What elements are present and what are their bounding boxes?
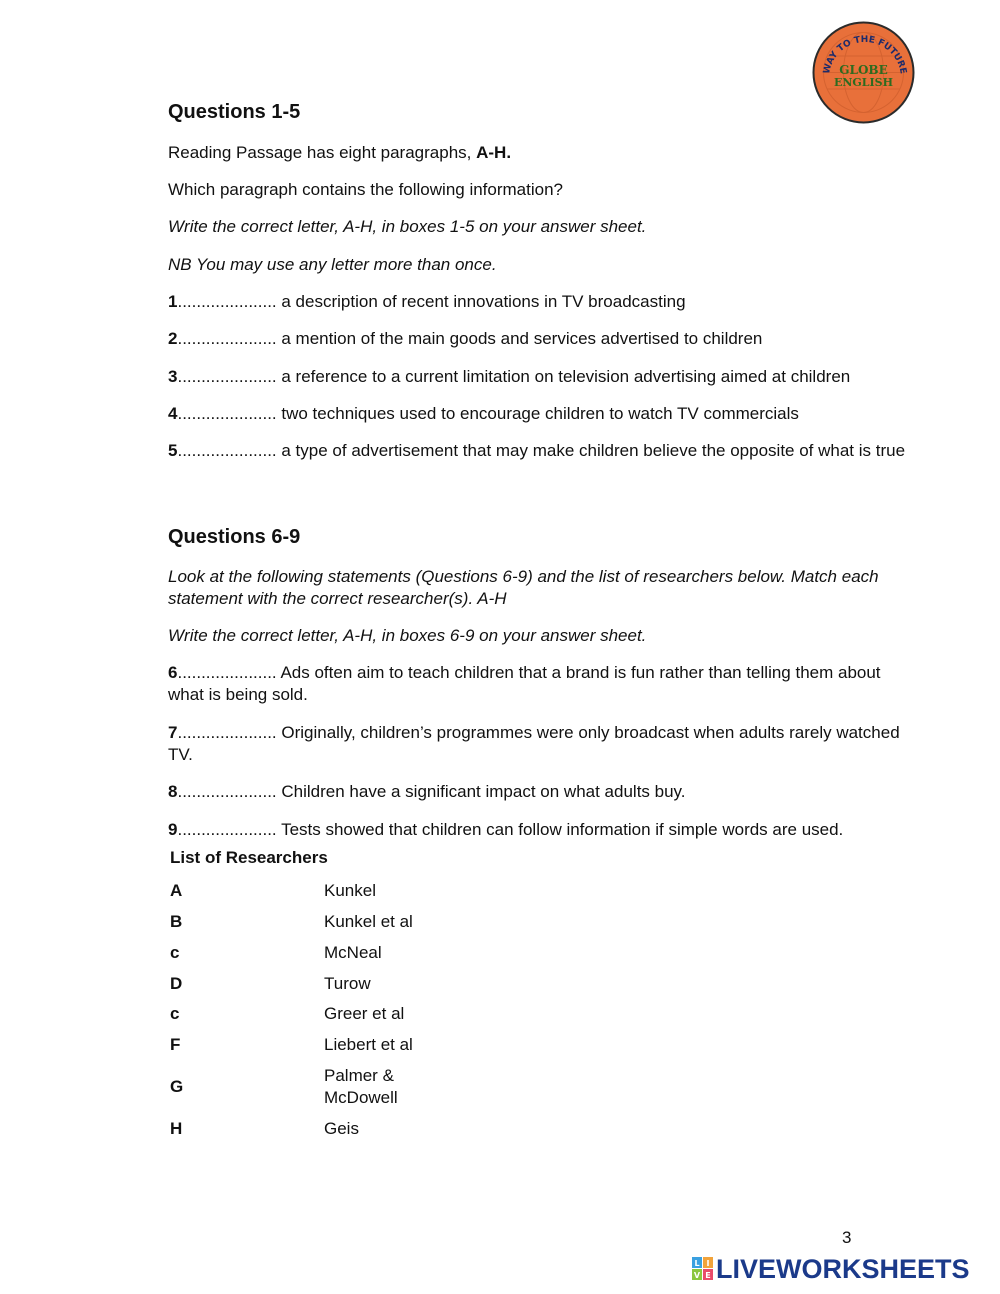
researcher-row: c McNeal [170,943,382,962]
section2-instruction: Write the correct letter, A-H, in boxes 6-9 on your answer sheet. [168,626,647,645]
page-number: 3 [842,1228,852,1247]
researcher-row: H Geis [170,1119,359,1138]
section1-intro: Reading Passage has eight paragraphs, A-H. [168,143,512,162]
answer-blank-7[interactable]: ..................... [177,723,277,742]
section1-note: NB You may use any letter more than once. [168,255,497,274]
researcher-row: c Greer et al [170,1004,405,1023]
answer-blank-3[interactable]: ..................... [177,367,277,386]
researcher-row: G Palmer & McDowell [170,1066,398,1107]
researcher-row: B Kunkel et al [170,912,413,931]
answer-blank-6[interactable]: ..................... [177,663,277,682]
svg-text:WAY TO THE FUTURE: WAY TO THE FUTURE [822,34,908,75]
researcher-row: F Liebert et al [170,1035,413,1054]
researcher-row: A Kunkel [170,881,376,900]
question-item-2: 2..................... a mention of the main goods and services advertised to children [168,329,763,348]
answer-blank-5[interactable]: ..................... [177,441,277,460]
question-item-7: 7..................... Originally, children’s programmes were only broadcast when adults rarely watched TV. [168,723,900,764]
svg-text:V: V [693,1271,701,1280]
answer-blank-9[interactable]: ..................... [177,820,277,839]
liveworksheets-wordmark: LIVEWORKSHEETS [716,1254,970,1284]
question-item-3: 3..................... a reference to a current limitation on television advertising aimed at children [168,367,851,386]
answer-blank-2[interactable]: ..................... [177,329,277,348]
question-item-5: 5..................... a type of advertisement that may make children believe the opposite of what is true [168,441,906,460]
liveworksheets-icon [692,1257,714,1281]
answer-blank-4[interactable]: ..................... [177,404,277,423]
section1-instruction: Write the correct letter, A-H, in boxes 1-5 on your answer sheet. [168,217,647,236]
section1-question: Which paragraph contains the following information? [168,180,564,199]
section1-title: Questions 1-5 [168,101,301,123]
question-item-1: 1..................... a description of recent innovations in TV broadcasting [168,292,686,311]
section2-title: Questions 6-9 [168,526,301,548]
globe-english-logo [811,20,916,125]
researcher-row: D Turow [170,974,371,993]
liveworksheets-brand [692,1254,992,1284]
svg-text:L: L [694,1259,700,1268]
question-item-9: 9..................... Tests showed that children can follow information if simple words are used. [168,820,844,839]
answer-blank-8[interactable]: ..................... [177,782,277,801]
answer-blank-1[interactable]: ..................... [177,292,277,311]
researchers-title: List of Researchers [170,848,328,867]
section2-intro: Look at the following statements (Questions 6-9) and the list of researchers below. Match each statement with the correct researcher(s). A-H [168,567,879,608]
svg-text:E: E [705,1271,711,1280]
logo-english-text: ENGLISH [833,76,894,89]
logo-globe-text: GLOBE [839,63,888,77]
question-item-8: 8..................... Children have a significant impact on what adults buy. [168,782,686,801]
question-item-4: 4..................... two techniques used to encourage children to watch TV commercials [168,404,799,423]
question-item-6: 6..................... Ads often aim to teach children that a brand is fun rather than telling them about what is being sold. [168,663,881,704]
svg-text:I: I [706,1259,710,1268]
